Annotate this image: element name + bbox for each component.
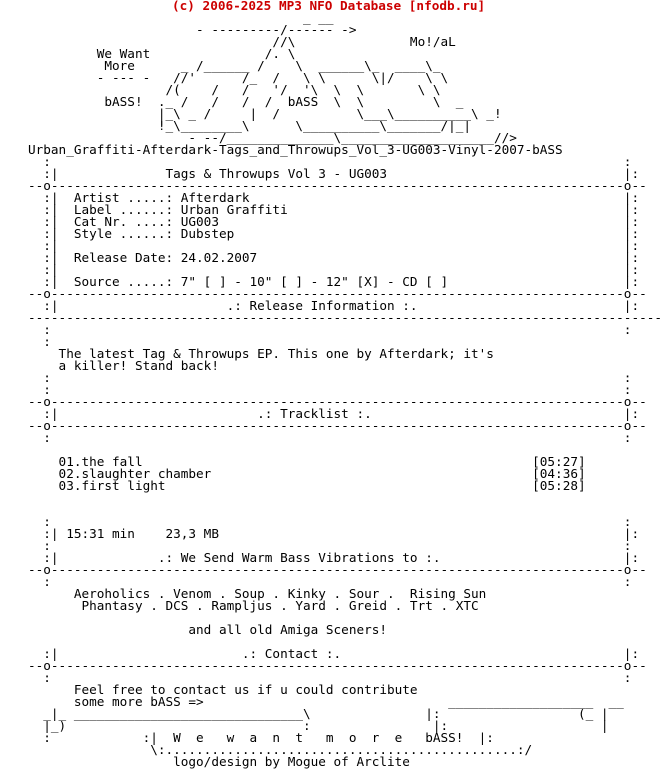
logo-line: //\ Mo!/aL — [28, 34, 456, 49]
divider-line: --o---------------------------------------------------------------------------o-- — [28, 562, 647, 577]
nfo-line: : — [28, 334, 51, 349]
divider-line: --o---------------------------------------------------------------------------o-- — [28, 394, 647, 409]
nfo-line: : : — [28, 538, 632, 553]
logo-line: - --- - //' /_ / \ \ \|/ \ \ — [28, 70, 449, 85]
contact-line: Feel free to contact us if u could contribute — [28, 682, 418, 697]
logo-line: _ __ — [28, 10, 334, 25]
footer-art-line: |_) : |: | — [28, 718, 609, 733]
divider-line: --o---------------------------------------------------------------------------o-- — [28, 658, 647, 673]
section-tracklist-heading: :| .: Tracklist :. |: — [28, 406, 640, 421]
description-line: a killer! Stand back! — [28, 358, 219, 373]
logo-line: - --/______________\____________________//> — [28, 130, 517, 145]
we-want-more-bass-line: : :| W e w a n t m o r e bASS! |: — [28, 730, 494, 745]
release-name: Urban_Graffiti-Afterdark-Tags_and_Throwups_Vol_3-UG003-Vinyl-2007-bASS — [28, 142, 563, 157]
footer-art-line: _|_ ______________________________\ |: (_ | — [28, 706, 609, 721]
logo-line: /( / / '/ '\ \ \ \ \ — [28, 82, 441, 97]
cat-nr-line: :| Cat Nr. ....: UG003 |: — [28, 214, 640, 229]
nfo-line: : : — [28, 382, 632, 397]
nfo-line: : : — [28, 670, 632, 685]
nfo-line: : : — [28, 514, 632, 529]
style-line: :| Style ......: Dubstep |: — [28, 226, 640, 241]
nfo-line: :| |: — [28, 262, 640, 277]
release-title-line: :| Tags & Throwups Vol 3 - UG003 |: — [28, 166, 640, 181]
divider-line: --o---------------------------------------------------------------------------o-- — [28, 418, 647, 433]
logo-line: bASS! ._ / / / / bASS \ \ \ _ — [28, 94, 464, 109]
track-line: 02.slaughter chamber [04:36] — [28, 466, 586, 481]
greetings-line: Phantasy . DCS . Rampljus . Yard . Greid . Trt . XTC — [28, 598, 479, 613]
contact-line: some more bASS => ___________________ __ — [28, 694, 624, 709]
release-date-line: :| Release Date: 24.02.2007 |: — [28, 250, 640, 265]
divider-line: --o---------------------------------------------------------------------------o-- — [28, 178, 647, 193]
section-release-info-heading: :| .: Release Information :. |: — [28, 298, 640, 313]
logo-line: More _ /______ / \ ______\_ ____\_ — [28, 58, 441, 73]
footer-art-line: \:..............................................:/ — [28, 742, 533, 757]
divider-line: --o---------------------------------------------------------------------------o-- — [28, 286, 647, 301]
logo-line: |_\ _ / | / \___\__________\ _! — [28, 106, 502, 121]
track-line: 01.the fall [05:27] — [28, 454, 586, 469]
description-line: The latest Tag & Throwups EP. This one by Afterdark; it's — [28, 346, 494, 361]
copyright-header: (c) 2006-2025 MP3 NFO Database [nfodb.ru] — [172, 0, 486, 13]
nfo-line: : : — [28, 430, 632, 445]
artist-line: :| Artist .....: Afterdark |: — [28, 190, 640, 205]
total-time-size-line: :| 15:31 min 23,3 MB |: — [28, 526, 640, 541]
greetings-line: and all old Amiga Sceners! — [28, 622, 388, 637]
section-contact-heading: :| .: Contact :. |: — [28, 646, 640, 661]
nfo-line: : : — [28, 154, 632, 169]
nfo-line: : : — [28, 370, 632, 385]
source-line: :| Source .....: 7" [ ] - 10" [ ] - 12" [X] - CD [ ] |: — [28, 274, 640, 289]
credits-line: logo/design by Mogue of Arclite — [28, 754, 410, 769]
logo-line: We Want /. \ — [28, 46, 296, 61]
nfo-line — [28, 492, 672, 504]
nfo-line: : : — [28, 574, 632, 589]
label-line: :| Label ......: Urban Graffiti |: — [28, 202, 640, 217]
nfo-line: :| |: — [28, 238, 640, 253]
greetings-line: Aeroholics . Venom . Soup . Kinky . Sour . Rising Sun — [28, 586, 487, 601]
divider-line: ----------------------------------------------------------------------------------- — [28, 310, 662, 325]
logo-line: - ---------/------ -> — [28, 22, 357, 37]
logo-line: !_\________\ \__________\_______/|_| — [28, 118, 472, 133]
section-greetings-heading: :| .: We Send Warm Bass Vibrations to :. |: — [28, 550, 640, 565]
nfo-line: : : — [28, 322, 632, 337]
track-line: 03.first light [05:28] — [28, 478, 586, 493]
